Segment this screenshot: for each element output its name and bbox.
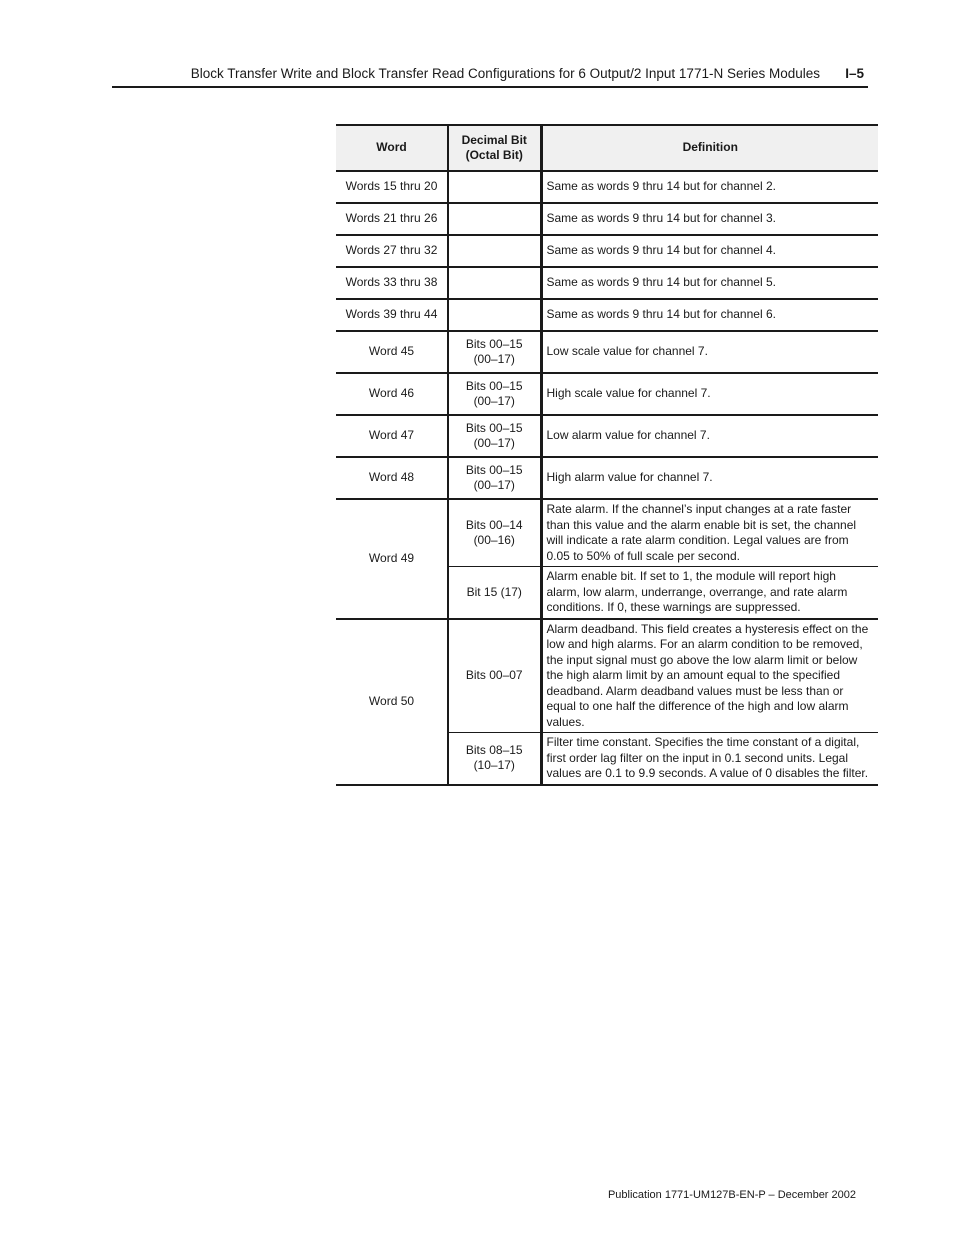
octal-bit-range: (00–17) bbox=[473, 478, 515, 492]
definition-cell: Same as words 9 thru 14 but for channel 2. bbox=[541, 171, 878, 203]
bit-cell bbox=[448, 203, 541, 235]
word-cell: Word 48 bbox=[336, 457, 448, 499]
word-cell: Words 15 thru 20 bbox=[336, 171, 448, 203]
word-cell: Word 50 bbox=[336, 619, 448, 785]
definition-cell: Low alarm value for channel 7. bbox=[541, 415, 878, 457]
table-row bbox=[336, 619, 878, 733]
word-cell: Words 39 thru 44 bbox=[336, 299, 448, 331]
definition-cell: Same as words 9 thru 14 but for channel 3. bbox=[541, 203, 878, 235]
bit-cell bbox=[448, 415, 541, 457]
bit-range: Bits 00–15 bbox=[465, 378, 523, 393]
header-title: Block Transfer Write and Block Transfer Read Configurations for 6 Output/2 Input 1771-N Series Modules bbox=[190, 66, 820, 81]
page-number: I–5 bbox=[845, 66, 864, 81]
bit-range: Bits 00–15 bbox=[465, 420, 523, 435]
bit-range: Bits 00–15 bbox=[465, 462, 523, 477]
octal-bit-range: (00–17) bbox=[473, 352, 515, 366]
word-cell: Words 21 thru 26 bbox=[336, 203, 448, 235]
octal-bit-range: (00–16) bbox=[473, 533, 515, 547]
table-header-row bbox=[336, 125, 878, 171]
definition-cell: Filter time constant. Specifies the time constant of a digital, first order lag filter on the input in 0.1 second units. Legal values are 0.1 to 9.9 seconds. A value of 0 disables the filter. bbox=[541, 733, 878, 785]
bit-cell bbox=[448, 267, 541, 299]
bit-cell bbox=[448, 373, 541, 415]
definition-cell: Alarm enable bit. If set to 1, the module will report high alarm, low alarm, underrange, overrange, and rate alarm conditions. If 0, these warnings are suppressed. bbox=[541, 567, 878, 619]
column-header-bit-line2: (Octal Bit) bbox=[465, 148, 523, 162]
bit-cell bbox=[448, 331, 541, 373]
table-row bbox=[336, 171, 878, 203]
page-header bbox=[112, 62, 868, 88]
bit-range: Bits 00–14 bbox=[465, 517, 523, 532]
definition-cell: High scale value for channel 7. bbox=[541, 373, 878, 415]
octal-bit-range: (10–17) bbox=[473, 758, 515, 773]
definition-cell: Same as words 9 thru 14 but for channel 4. bbox=[541, 235, 878, 267]
bit-range: Bits 00–15 bbox=[465, 336, 523, 351]
bit-cell bbox=[448, 171, 541, 203]
column-header-word: Word bbox=[336, 125, 448, 171]
column-header-definition: Definition bbox=[541, 125, 878, 171]
word-cell: Word 45 bbox=[336, 331, 448, 373]
bit-range: Bits 08–15 bbox=[465, 742, 523, 757]
word-cell: Words 33 thru 38 bbox=[336, 267, 448, 299]
definition-cell: High alarm value for channel 7. bbox=[541, 457, 878, 499]
word-cell: Words 27 thru 32 bbox=[336, 235, 448, 267]
configuration-table bbox=[336, 124, 878, 786]
definition-cell: Low scale value for channel 7. bbox=[541, 331, 878, 373]
table-row bbox=[336, 235, 878, 267]
table-row bbox=[336, 299, 878, 331]
bit-cell: Bits 00–07 bbox=[448, 619, 541, 733]
table-row bbox=[336, 331, 878, 373]
word-cell: Word 46 bbox=[336, 373, 448, 415]
table-row bbox=[336, 457, 878, 499]
definition-cell: Same as words 9 thru 14 but for channel 5. bbox=[541, 267, 878, 299]
bit-cell bbox=[448, 235, 541, 267]
definition-cell: Same as words 9 thru 14 but for channel 6. bbox=[541, 299, 878, 331]
table-row bbox=[336, 267, 878, 299]
table-row bbox=[336, 415, 878, 457]
bit-cell bbox=[448, 733, 541, 785]
table-row bbox=[336, 203, 878, 235]
bit-cell bbox=[448, 499, 541, 567]
column-header-bit-line1: Decimal Bit bbox=[461, 132, 527, 147]
table-row bbox=[336, 499, 878, 567]
word-cell: Word 47 bbox=[336, 415, 448, 457]
bit-cell bbox=[448, 299, 541, 331]
octal-bit-range: (00–17) bbox=[473, 394, 515, 408]
bit-cell: Bit 15 (17) bbox=[448, 567, 541, 619]
definition-cell: Alarm deadband. This field creates a hysteresis effect on the low and high alarms. For an alarm condition to be removed, the input signal must go above the low alarm limit or below the high alarm limit by an amount equal to the specified deadband. Alarm deadband values must be less than or equal to one half the difference of the high and low alarm values. bbox=[541, 619, 878, 733]
publication-footer: Publication 1771-UM127B-EN-P – December 2002 bbox=[607, 1189, 856, 1201]
definition-cell: Rate alarm. If the channel’s input changes at a rate faster than this value and the alarm enable bit is set, the channel will indicate a rate alarm condition. Legal values are from 0.05 to 50% of full scale per second. bbox=[541, 499, 878, 567]
bit-cell bbox=[448, 457, 541, 499]
octal-bit-range: (00–17) bbox=[473, 436, 515, 450]
word-cell: Word 49 bbox=[336, 499, 448, 619]
table-row bbox=[336, 373, 878, 415]
column-header-bit bbox=[448, 125, 541, 171]
